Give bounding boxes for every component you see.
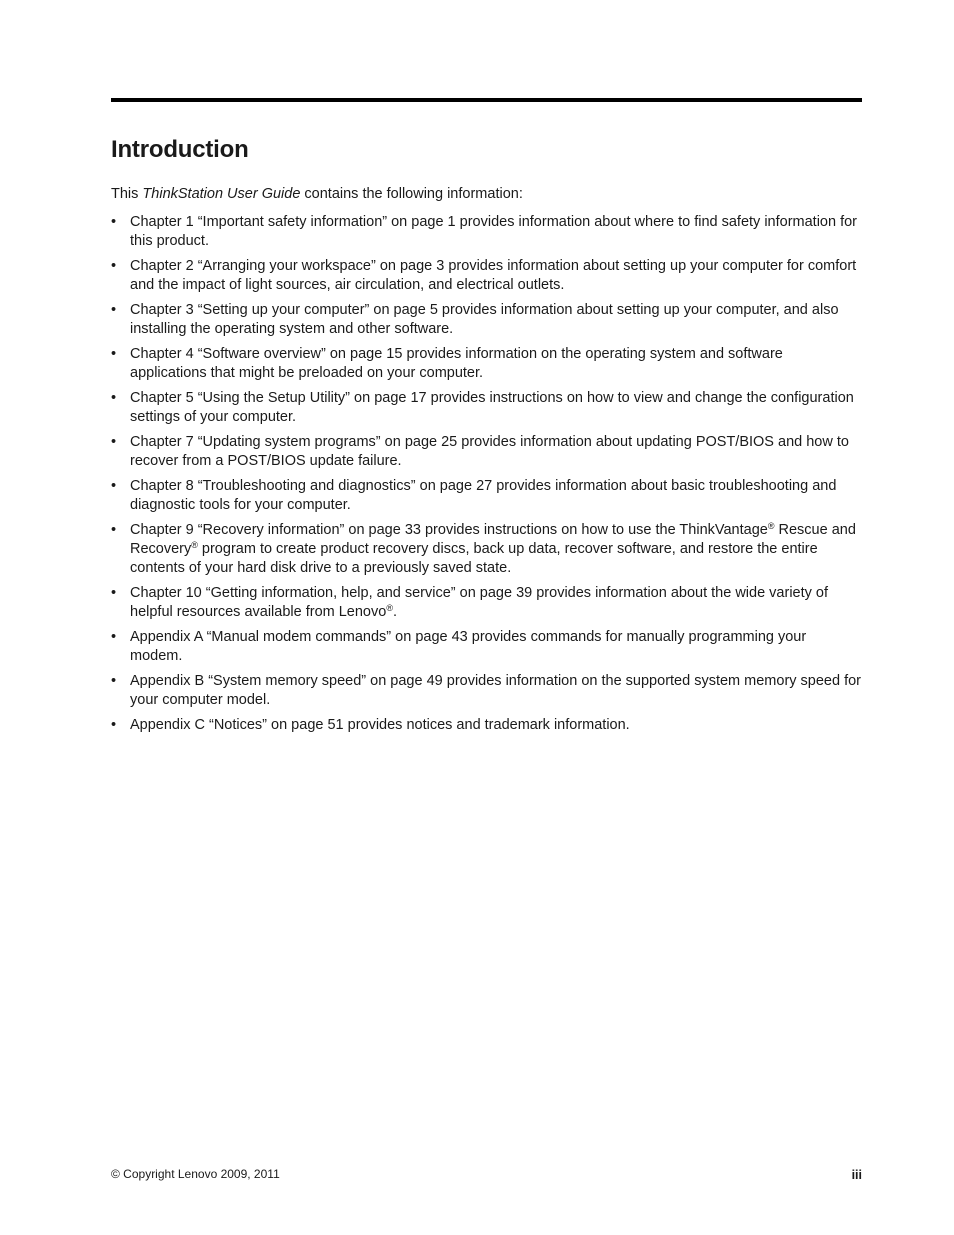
list-item-text: Chapter 10 “Getting information, help, and service” on page 39 provides information about the wide variety of helpful resources available from Lenovo: [130, 585, 829, 620]
list-item-chapter-2: [111, 257, 862, 295]
list-item-text: Chapter 5 “Using the Setup Utility” on page 17 provides instructions on how to view and change the configuration settings of your computer.: [130, 390, 854, 425]
list-item-appendix-c: [111, 716, 862, 735]
list-item-text: Chapter 4 “Software overview” on page 15 provides information on the operating system and software applications that might be preloaded on your computer.: [130, 346, 783, 381]
list-item-text: program to create product recovery discs, back up data, recover software, and restore the entire contents of your hard disk drive to a previously saved state.: [130, 541, 818, 576]
bullet: •: [111, 585, 117, 601]
registered-mark: ®: [386, 603, 393, 613]
list-item-text: Chapter 9 “Recovery information” on page 33 provides instructions on how to use the ThinkVantage: [130, 522, 768, 538]
list-item-chapter-4: [111, 345, 862, 383]
list-item-text: Appendix B “System memory speed” on page 49 provides information on the supported system memory speed for your computer model.: [130, 673, 862, 708]
list-item-text: Chapter 3 “Setting up your computer” on page 5 provides information about setting up your computer, and also installing the operating system and other software.: [130, 302, 839, 337]
bullet: •: [111, 629, 117, 645]
bullet: •: [111, 258, 117, 274]
bullet: •: [111, 522, 117, 538]
bullet: •: [111, 390, 117, 406]
list-item-text: Chapter 8 “Troubleshooting and diagnostics” on page 27 provides information about basic troubleshooting and diagnostic tools for your computer.: [130, 478, 837, 513]
list-item-chapter-9: [111, 521, 862, 578]
list-item-chapter-1: [111, 213, 862, 251]
header-rule: [111, 98, 862, 102]
intro-text-start: This: [111, 186, 143, 202]
bullet: •: [111, 673, 117, 689]
list-item-chapter-7: [111, 433, 862, 471]
list-item-appendix-b: [111, 672, 862, 710]
list-item-text: Appendix C “Notices” on page 51 provides notices and trademark information.: [130, 717, 630, 733]
bullet: •: [111, 302, 117, 318]
list-item-appendix-a: [111, 628, 862, 666]
bullet: •: [111, 717, 117, 733]
page-number: iii: [851, 1168, 862, 1182]
intro-paragraph: [111, 185, 862, 204]
list-item-text: .: [392, 604, 397, 620]
list-item-text: Rescue and Recovery: [130, 522, 856, 557]
list-item-chapter-10: [111, 584, 862, 622]
copyright-notice: © Copyright Lenovo 2009, 2011: [111, 1167, 280, 1181]
list-item-text: Chapter 2 “Arranging your workspace” on page 3 provides information about setting up your computer for comfort and the impact of light sources, air circulation, and electrical outlets.: [130, 258, 857, 293]
page-title: Introduction: [111, 136, 249, 163]
bullet: •: [111, 214, 117, 230]
chapter-list: [111, 213, 862, 741]
bullet: •: [111, 478, 117, 494]
registered-mark: ®: [767, 521, 775, 531]
intro-text-end: contains the following information:: [300, 186, 523, 202]
bullet: •: [111, 434, 117, 450]
list-item-chapter-5: [111, 389, 862, 427]
list-item-chapter-8: [111, 477, 862, 515]
registered-mark: ®: [191, 540, 198, 550]
list-item-text: Chapter 7 “Updating system programs” on page 25 provides information about updating POST/BIOS and how to recover from a POST/BIOS update failure.: [130, 434, 849, 469]
list-item-text: Appendix A “Manual modem commands” on page 43 provides commands for manually programming your modem.: [130, 629, 807, 664]
list-item-text: Chapter 1 “Important safety information” on page 1 provides information about where to find safety information for this product.: [130, 214, 857, 249]
list-item-chapter-3: [111, 301, 862, 339]
guide-title: ThinkStation User Guide: [142, 186, 301, 202]
bullet: •: [111, 346, 117, 362]
